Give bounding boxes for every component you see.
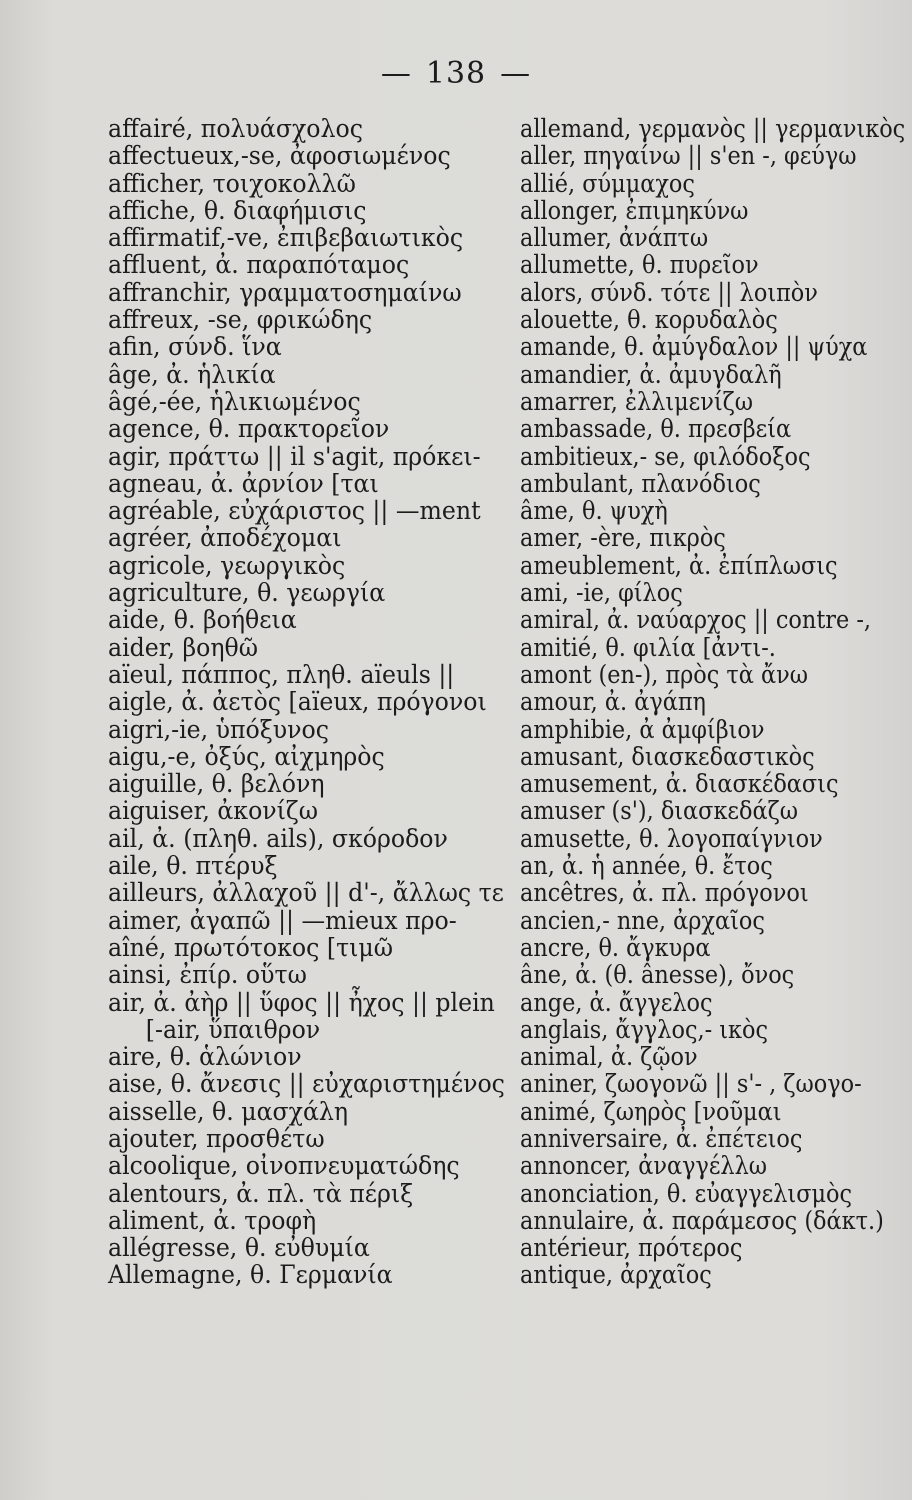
dictionary-entry: ailleurs, ἀλλαχοῦ || d'-, ἄλλως τε (108, 878, 504, 908)
dictionary-entry: afficher, τοιχοκολλῶ (108, 168, 356, 198)
dictionary-entry: aisselle, θ. μασχάλη (108, 1096, 349, 1126)
dictionary-entry: aise, θ. ἄνεσις || εὐχαριστημένος (108, 1069, 505, 1099)
dictionary-entry: affiche, θ. διαφήμισις (108, 195, 367, 225)
dictionary-entry: aigri,-ie, ὑπόξυνος (108, 714, 329, 744)
dictionary-entry: ancre, θ. ἄγκυρα (520, 932, 711, 962)
dictionary-entry: amusant, διασκεδαστικὸς (520, 741, 815, 771)
dictionary-entry: amusette, θ. λογοπαίγνιον (520, 823, 823, 853)
dictionary-entry: amuser (s'), διασκεδάζω (520, 796, 798, 826)
page-number: 138 (425, 56, 487, 91)
dictionary-entry: an, ἀ. ἡ année, θ. ἔτος (520, 851, 773, 881)
dictionary-entry: Allemagne, θ. Γερμανία (108, 1260, 393, 1290)
dictionary-entry: antérieur, πρότερος (520, 1233, 743, 1263)
dictionary-entry: allemand, γερμανὸς || γερμανικὸς (520, 114, 906, 143)
dictionary-entry: anglais, ἄγγλος,- ικὸς (520, 1014, 769, 1044)
dictionary-entry: ainsi, ἐπίρ. οὕτω (108, 960, 307, 990)
dictionary-entry: agréable, εὐχάριστος || —ment (108, 496, 481, 526)
dictionary-entry: aimer, ἀγαπῶ || —mieux προ- (108, 905, 457, 935)
dictionary-entry: affirmatif,-ve, ἐπιβεβαιωτικὸς (108, 223, 464, 253)
dictionary-entry: ajouter, προσθέτω (108, 1123, 325, 1153)
dictionary-entry: alentours, ἀ. πλ. τὰ πέριξ (108, 1178, 414, 1208)
dictionary-entry: alors, σύνδ. τότε || λοιπὸν (520, 277, 818, 307)
dictionary-entry: anniversaire, ἀ. ἐπέτειος (520, 1123, 803, 1153)
left-column (108, 115, 528, 1289)
dictionary-entry: aile, θ. πτέρυξ (108, 851, 278, 881)
dictionary-entry: âgé,-ée, ἡλικιωμένος (108, 386, 361, 416)
dictionary-entry: âne, ἀ. (θ. ânesse), ὄνος (520, 960, 795, 990)
dictionary-entry: agréer, ἀποδέχομαι (108, 523, 342, 553)
dictionary-entry: ami, -ie, φίλος (520, 578, 683, 608)
dictionary-entry: aliment, ἀ. τροφὴ (108, 1205, 317, 1235)
dictionary-entry: affectueux,-se, ἀφοσιωμένος (108, 141, 451, 171)
header-dash-left: — (380, 56, 412, 91)
dictionary-entry: allégresse, θ. εὐθυμία (108, 1233, 370, 1263)
dictionary-entry: affairé, πολυάσχολος (108, 114, 363, 143)
dictionary-entry: amandier, ἀ. ἀμυγδαλῆ (520, 359, 782, 389)
dictionary-entry: amusement, ἀ. διασκέδασις (520, 769, 839, 799)
dictionary-entry: aide, θ. βοήθεια (108, 605, 297, 635)
dictionary-entry: affreux, -se, φρικώδης (108, 305, 373, 335)
dictionary-entry: amour, ἀ. ἀγάπη (520, 687, 706, 717)
dictionary-entry: anonciation, θ. εὐαγγελισμὸς (520, 1178, 853, 1208)
dictionary-entry: animal, ἀ. ζῷον (520, 1042, 698, 1072)
dictionary-entry: amer, -ère, πικρὸς (520, 523, 726, 553)
dictionary-entry: animé, ζωηρὸς [νοῦμαι (520, 1096, 782, 1126)
dictionary-entry: allumer, ἀνάπτω (520, 223, 709, 253)
dictionary-entry: ambitieux,- se, φιλόδοξος (520, 441, 811, 471)
page-header (0, 56, 912, 91)
dictionary-entry: antique, ἀρχαῖος (520, 1260, 712, 1290)
dictionary-entry: ancêtres, ἀ. πλ. πρόγονοι (520, 878, 809, 908)
dictionary-entry: ange, ἀ. ἄγγελος (520, 987, 713, 1017)
dictionary-entry: agriculture, θ. γεωργία (108, 578, 386, 608)
dictionary-entry: allié, σύμμαχος (520, 168, 695, 198)
dictionary-entry: allumette, θ. πυρεῖον (520, 250, 759, 280)
dictionary-entry: agir, πράττω || il s'agit, πρόκει- (108, 441, 481, 471)
dictionary-entry: agence, θ. πρακτορεῖον (108, 414, 390, 444)
dictionary-entry: aigu,-e, ὀξύς, αἰχμηρὸς (108, 741, 385, 771)
dictionary-entry: aiguiser, ἀκονίζω (108, 796, 318, 826)
dictionary-entry: afin, σύνδ. ἵνα (108, 332, 282, 362)
dictionary-entry: amarrer, ἐλλιμενίζω (520, 386, 754, 416)
dictionary-entry: aire, θ. ἁλώνιον (108, 1042, 302, 1072)
dictionary-entry: aniner, ζωογονῶ || s'- , ζωογο- (520, 1069, 862, 1099)
dictionary-entry: amitié, θ. φιλία [ἀντι-. (520, 632, 776, 662)
dictionary-entry: ambulant, πλανόδιος (520, 468, 761, 498)
dictionary-entry: amande, θ. ἀμύγδαλον || ψύχα (520, 332, 868, 362)
dictionary-entry: affranchir, γραμματοσημαίνω (108, 277, 462, 307)
dictionary-entry: affluent, ἀ. παραπόταμος (108, 250, 410, 280)
dictionary-entry: âme, θ. ψυχὴ (520, 496, 668, 526)
dictionary-entry: amont (en-), πρὸς τὰ ἄνω (520, 659, 808, 689)
dictionary-entry: ail, ἀ. (πληθ. ails), σκόροδον (108, 823, 448, 853)
dictionary-entry: ameublement, ἀ. ἐπίπλωσις (520, 550, 838, 580)
dictionary-entry: aiguille, θ. βελόνη (108, 769, 325, 799)
dictionary-entry: aigle, ἀ. ἀετὸς [aïeux, πρόγονοι (108, 687, 487, 717)
header-dash-right: — (500, 56, 532, 91)
dictionary-entry: amiral, ἀ. ναύαρχος || contre -, (520, 605, 872, 635)
dictionary-entry: aîné, πρωτότοκος [τιμῶ (108, 932, 394, 962)
dictionary-entry: [-air, ὕπαιθρον (145, 1014, 321, 1044)
dictionary-entry: ambassade, θ. πρεσβεία (520, 414, 792, 444)
dictionary-entry: annulaire, ἀ. παράμεσος (δάκτ.) (520, 1205, 884, 1235)
dictionary-entry: aller, πηγαίνω || s'en -, φεύγω (520, 141, 857, 171)
dictionary-entry: allonger, ἐπιμηκύνω (520, 195, 749, 225)
dictionary-entry: alcoolique, οἰνοπνευματώδης (108, 1151, 460, 1181)
dictionary-entry: aider, βοηθῶ (108, 632, 258, 662)
right-column (520, 115, 912, 1289)
dictionary-entry: alouette, θ. κορυδαλὸς (520, 305, 778, 335)
dictionary-entry: air, ἀ. ἀὴρ || ὕφος || ἦχος || plein (108, 987, 495, 1017)
dictionary-entry: annoncer, ἀναγγέλλω (520, 1151, 768, 1181)
dictionary-entry: amphibie, ἀ ἀμφίβιον (520, 714, 765, 744)
dictionary-entry: aïeul, πάππος, πληθ. aïeuls || (108, 659, 455, 689)
dictionary-entry: agricole, γεωργικὸς (108, 550, 346, 580)
dictionary-entry: ancien,- nne, ἀρχαῖος (520, 905, 765, 935)
dictionary-entry: âge, ἀ. ἡλικία (108, 359, 276, 389)
dictionary-entry: agneau, ἀ. ἀρνίον [ται (108, 468, 379, 498)
